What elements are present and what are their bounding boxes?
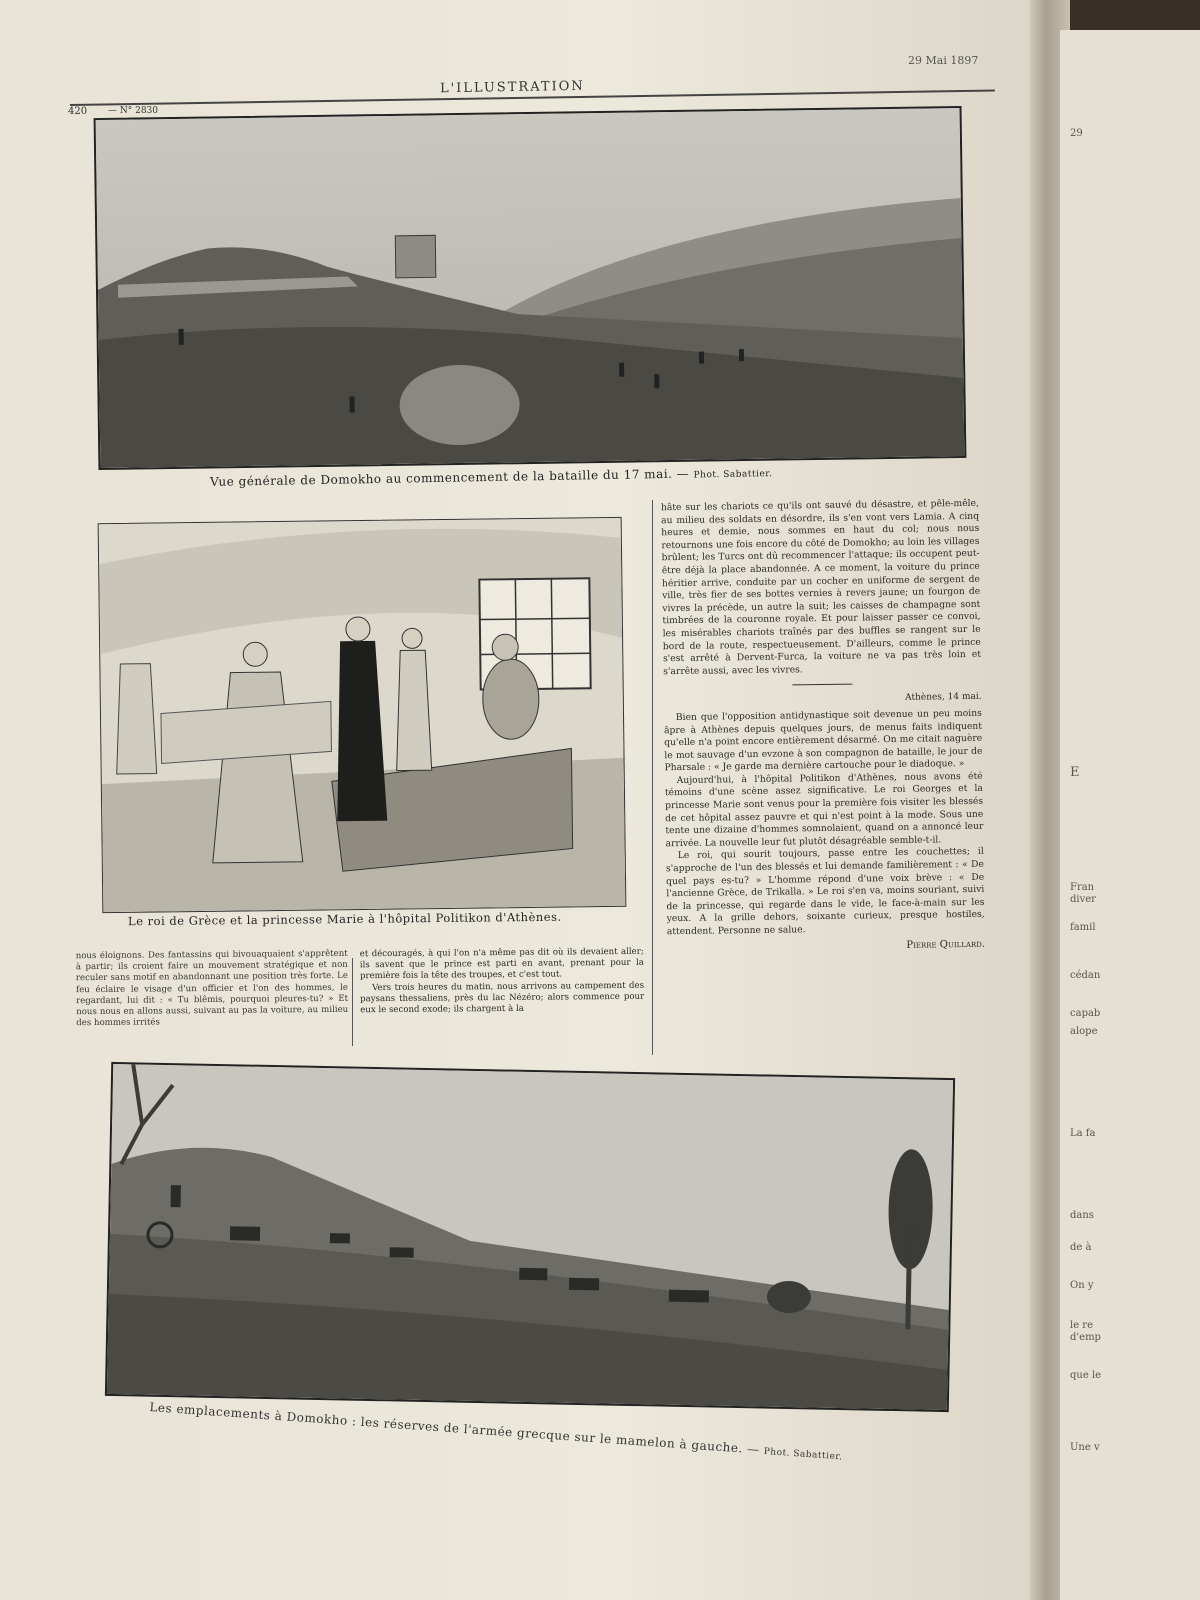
adjacent-text: Une v [1070, 1442, 1100, 1453]
reserves-panorama-photo [105, 1062, 955, 1412]
article-right-column [661, 498, 985, 956]
photo2-caption [149, 1400, 908, 1467]
adjacent-text: diver [1070, 894, 1096, 905]
adjacent-text: alope [1070, 1026, 1098, 1037]
adjacent-text: d'emp [1070, 1332, 1101, 1343]
publication-title: L'ILLUSTRATION [439, 78, 585, 97]
adjacent-text: de à [1070, 1242, 1092, 1253]
adjacent-text: Fran [1070, 882, 1095, 893]
adjacent-text: capab [1070, 1008, 1101, 1019]
article-paragraph: nous éloignons. Des fantassins qui bivouaquaient s'apprêtent à partir; ils croient faire un mouvement stratégique et non reculer sans motif en abandonnant une position très forte. Le feu éclaire le visage d'un officier et l'on des hommes, le regardant, lui dit : « Tu blêmis, pourquoi pleures-tu? » Et nous nous en allons aussi, suivant au pas la voiture, au milieu des hommes irrités [75, 948, 349, 1029]
article-left-col1 [76, 949, 349, 1030]
article-left-col2 [360, 947, 645, 1017]
adjacent-text: On y [1070, 1280, 1094, 1291]
column-rule [652, 500, 653, 1055]
engraving-caption: Le roi de Grèce et la princesse Marie à l'hôpital Politikon d'Athènes. [127, 909, 562, 929]
adjacent-text: E [1070, 765, 1080, 780]
column-rule [352, 958, 353, 1046]
hospital-engraving [98, 517, 627, 913]
article-paragraph: Vers trois heures du matin, nous arrivons au campement des paysans thessaliens, près du lac Nézéro; alors commence pour eux le second exode; ils chargent à la [360, 980, 645, 1016]
adjacent-text: dans [1070, 1210, 1094, 1221]
photo2-caption-text: Les emplacements à Domokho : les réserves de l'armée grecque sur le mamelon à gauche. — [149, 1400, 761, 1457]
article-paragraph: Le roi, qui sourit toujours, passe entre les couchettes; il s'approche de l'un des blessés et lui demande familièrement : « De quel pays es-tu? » L'homme répond d'une voix brève : « De l'ancienne Grèce, de Trikalla. » Le roi s'en va, moins souriant, suivi de la princesse, qui regarde dans le vide, le face-à-main sur les yeux. A la grille dehors, soixante curieux, presque hostiles, attendent. Personne ne salue. [665, 846, 985, 938]
article-paragraph: hâte sur les chariots ce qu'ils ont sauvé du désastre, et pêle-mêle, au milieu des soldats en désordre, ils s'en vont vers Lamia. A cinq heures et demie, nous sommes en haut du col; nous nous retournons une fois encore du côté de Domokho; au loin les villages brûlent; les Turcs ont dû recommencer l'attaque; ils occupent peut-être déjà la place abandonnée. A ce moment, la voiture du prince héritier arrive, conduite par un cocher en uniforme de sergent de ville, très fier de ses bottes vernies à revers jaune; un fourgon de vivres la précède, un autre la suit; les caisses de champagne sont timbrées de la couronne royale. Et pour laisser passer ce convoi, les misérables chariots traînés par des buffles se rangent sur le bord de la route, respectueusement. D'ailleurs, comme le prince s'est arrêté à Dervent-Furca, la voiture ne va pas très loin et s'arrête aussi, avec les vivres. [660, 497, 982, 677]
issue-date: 29 Mai 1897 [908, 54, 979, 67]
adjacent-text: que le [1070, 1370, 1102, 1381]
author-signature: Pierre Quillard. [906, 938, 986, 951]
adjacent-text: famil [1070, 922, 1096, 933]
photo1-credit: Phot. Sabattier. [693, 469, 773, 481]
photo1-caption-text: Vue générale de Domokho au commencement de la bataille du 17 mai. — [209, 466, 690, 489]
photo1-caption [210, 465, 773, 489]
domokho-panorama-photo [94, 106, 967, 470]
adjacent-text: 29 [1070, 128, 1083, 139]
adjacent-text: le re [1070, 1320, 1093, 1331]
adjacent-text: cédan [1070, 970, 1101, 981]
section-separator [792, 684, 852, 686]
article-paragraph: Bien que l'opposition antidynastique soit devenue un peu moins âpre à Athènes depuis quelques jours, de menus faits indiquent qu'elle n'a point encore entièrement désarmé. On me citait naguère le mot sauvage d'un evzone à son compagnon de bataille, le jour de Pharsale : « Je garde ma dernière cartouche pour le diadoque. » [663, 707, 983, 774]
page-number: 420 [68, 106, 88, 117]
article-paragraph: et découragés, à qui l'on n'a même pas dit où ils devaient aller; ils savent que le prince est parti en avant, prenant pour la première fois la tête des troupes, et c'est tout. [359, 946, 644, 982]
article-paragraph: Aujourd'hui, à l'hôpital Politikon d'Athènes, nous avons été témoins d'une scène assez significative. Le roi Georges et la princesse Marie sont venus pour la première fois visiter les blessés de cet hôpital assez pauvre et qui n'est point à la mode. Sous une tente une dizaine d'hommes somnolaient, quand on a annoncé leur arrivée. La nouvelle leur fut plutôt désagréable semble-t-il. [664, 770, 984, 850]
issue-number: — N° 2830 [108, 106, 159, 116]
adjacent-page [1060, 30, 1200, 1600]
adjacent-text: La fa [1070, 1128, 1096, 1139]
dateline: Athènes, 14 mai. [905, 692, 982, 704]
photo2-credit: Phot. Sabattier. [763, 1446, 843, 1463]
